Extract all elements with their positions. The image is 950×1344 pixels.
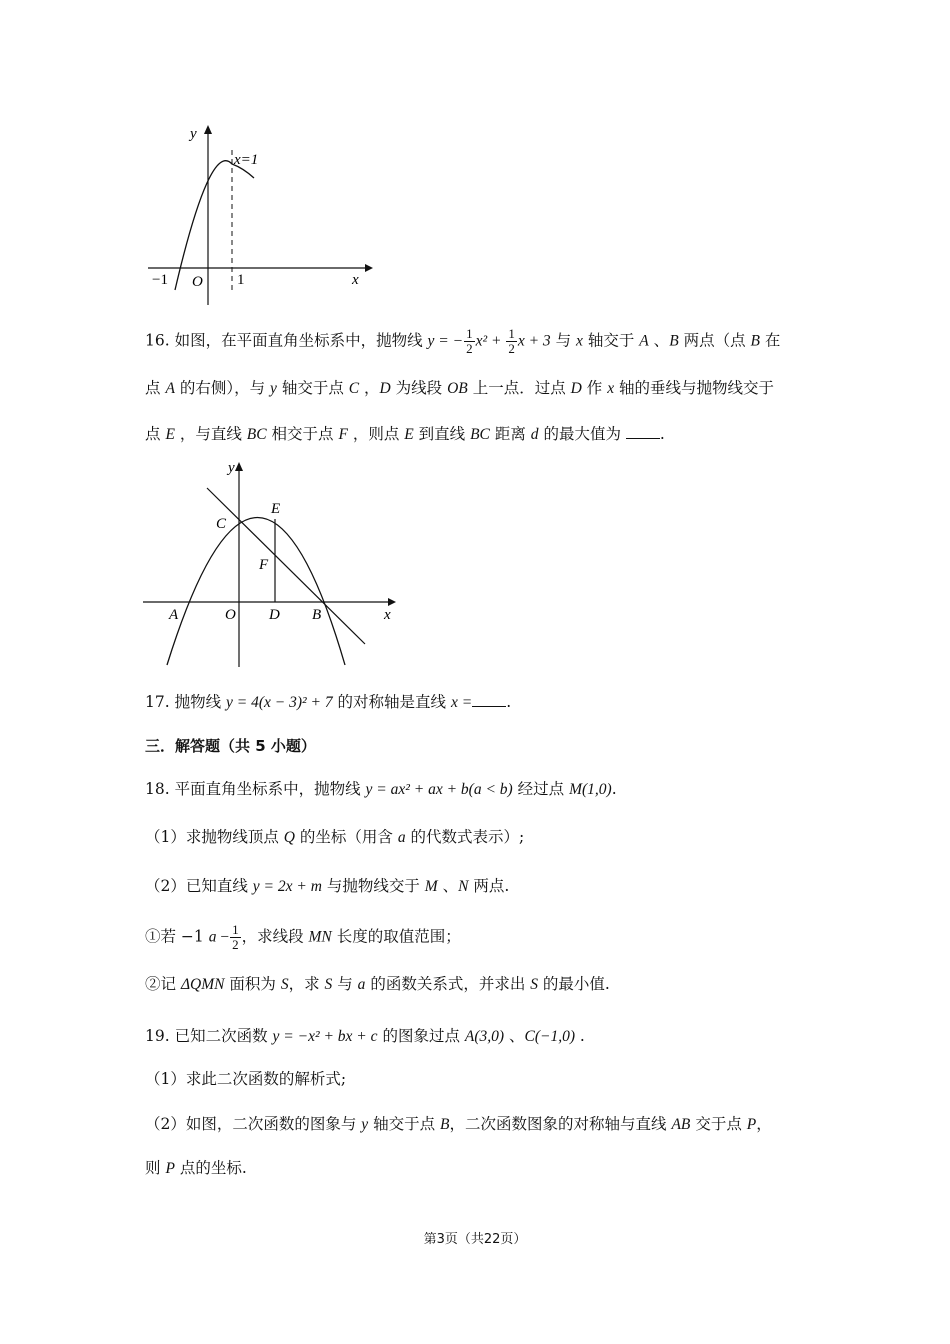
q18-part-2: （2）已知直线 y = 2x + m 与抛物线交于 M 、N 两点.	[145, 877, 510, 895]
q19-part-3: 则 P 点的坐标.	[145, 1159, 247, 1177]
label-x: x	[352, 272, 359, 288]
label-axis-x1: x=1	[234, 152, 259, 168]
label-e: E	[271, 501, 281, 517]
label-origin: O	[192, 274, 203, 290]
label-d: D	[269, 607, 280, 623]
label-c: C	[216, 516, 227, 532]
q18-part-1: （1）求抛物线顶点 Q 的坐标（用含 a 的代数式表示）;	[145, 828, 525, 846]
figure-parabola-line-bc	[140, 455, 410, 670]
fraction-half: $\frac{1}{2}$	[232, 922, 239, 952]
answer-blank[interactable]	[472, 692, 506, 707]
label-a: A	[169, 607, 179, 623]
q19-main: 19. 已知二次函数 y = −x² + bx + c 的图象过点 A(3,0) 、C(−1,0) .	[145, 1027, 585, 1045]
label-y: y	[190, 126, 197, 142]
label-x: x	[384, 607, 391, 623]
parabola-curve	[175, 161, 254, 290]
q16-line-3: 点 E ，与直线 BC 相交于点 F ，则点 E 到直线 BC 距离 d 的最大值为 .	[145, 425, 665, 443]
fraction-half: $\frac{1}{2}$	[466, 326, 473, 356]
q18-case-1: ①若 −1 a − $\frac{1}{2}$ ，求线段 MN 长度的取值范围；	[145, 922, 461, 952]
label-y: y	[228, 460, 235, 476]
x-axis-arrow	[388, 598, 396, 606]
y-axis-arrow	[235, 462, 243, 471]
label-neg-one: −1	[152, 272, 168, 288]
y-axis-arrow	[204, 125, 212, 134]
label-b: B	[312, 607, 322, 623]
q19-part-2: （2）如图，二次函数的图象与 y 轴交于点 B，二次函数图象的对称轴与直线 AB 交于点 P，	[145, 1115, 772, 1133]
answer-blank[interactable]	[626, 424, 660, 439]
q18-case-2: ②记 ΔQMN 面积为 S，求 S 与 a 的函数关系式，并求出 S 的最小值.	[145, 975, 610, 993]
q16-line-2: 点 A 的右侧），与 y 轴交于点 C ，D 为线段 OB 上一点．过点 D 作 x 轴的垂线与抛物线交于	[145, 379, 775, 397]
x-axis-arrow	[365, 264, 373, 272]
q17-line: 17. 抛物线 y = 4(x − 3)² + 7 的对称轴是直线 x = .	[145, 693, 512, 711]
section-heading: 三．解答题（共 5 小题）	[145, 737, 316, 755]
page-footer: 第3页（共22页）	[423, 1232, 527, 1247]
q18-main: 18. 平面直角坐标系中，抛物线 y = ax² + ax + b(a < b) 经过点 M(1,0).	[145, 780, 617, 798]
q19-part-1: （1）求此二次函数的解析式;	[145, 1070, 347, 1088]
fraction-half: $\frac{1}{2}$	[508, 326, 515, 356]
label-o: O	[225, 607, 236, 623]
q16-line-1: 16. 如图，在平面直角坐标系中，抛物线 y = − $\frac{1}{2}$ x² + $\frac{1}{2}$ x + 3 与 x 轴交于 A 、B 两点（点 B 在	[145, 326, 781, 356]
parabola-curve	[167, 518, 345, 666]
figure-parabola-axis-x1	[140, 120, 380, 310]
label-f: F	[259, 557, 269, 573]
label-one: 1	[237, 272, 245, 288]
